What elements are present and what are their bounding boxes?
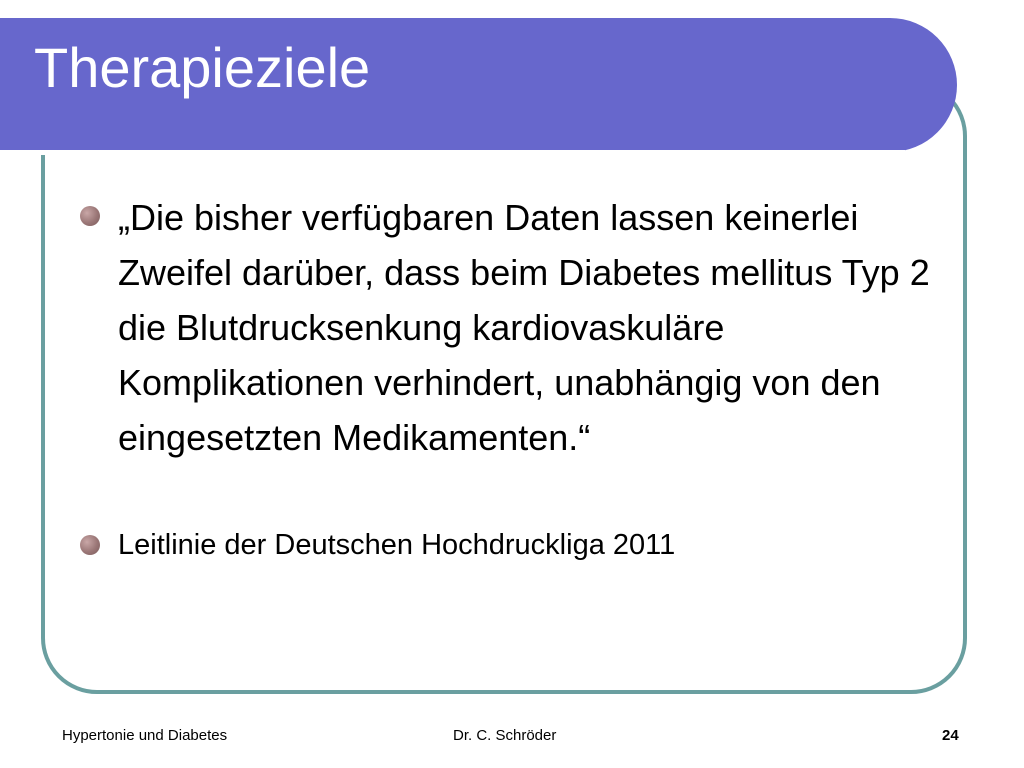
footer-page-number: 24 bbox=[942, 727, 959, 744]
bullet-text-quote: „Die bisher verfügbaren Daten lassen keinerlei Zweifel darüber, dass beim Diabetes mellitus Typ 2 die Blutdrucksenkung kardiovaskuläre Komplikationen verhindert, unabhängig von den eingesetzten Medikamenten.“ bbox=[118, 197, 930, 458]
footer-author: Dr. C. Schröder bbox=[453, 727, 557, 744]
bullet-list bbox=[74, 190, 934, 565]
bullet-icon bbox=[80, 206, 100, 226]
slide-title: Therapieziele bbox=[34, 36, 371, 99]
bullet-item-quote bbox=[74, 190, 934, 465]
bullet-text-source: Leitlinie der Deutschen Hochdruckliga 2011 bbox=[118, 529, 676, 561]
title-underline bbox=[0, 150, 905, 155]
bullet-icon bbox=[80, 535, 100, 555]
bullet-item-source bbox=[74, 525, 934, 565]
footer-presentation-title: Hypertonie und Diabetes bbox=[62, 727, 228, 744]
